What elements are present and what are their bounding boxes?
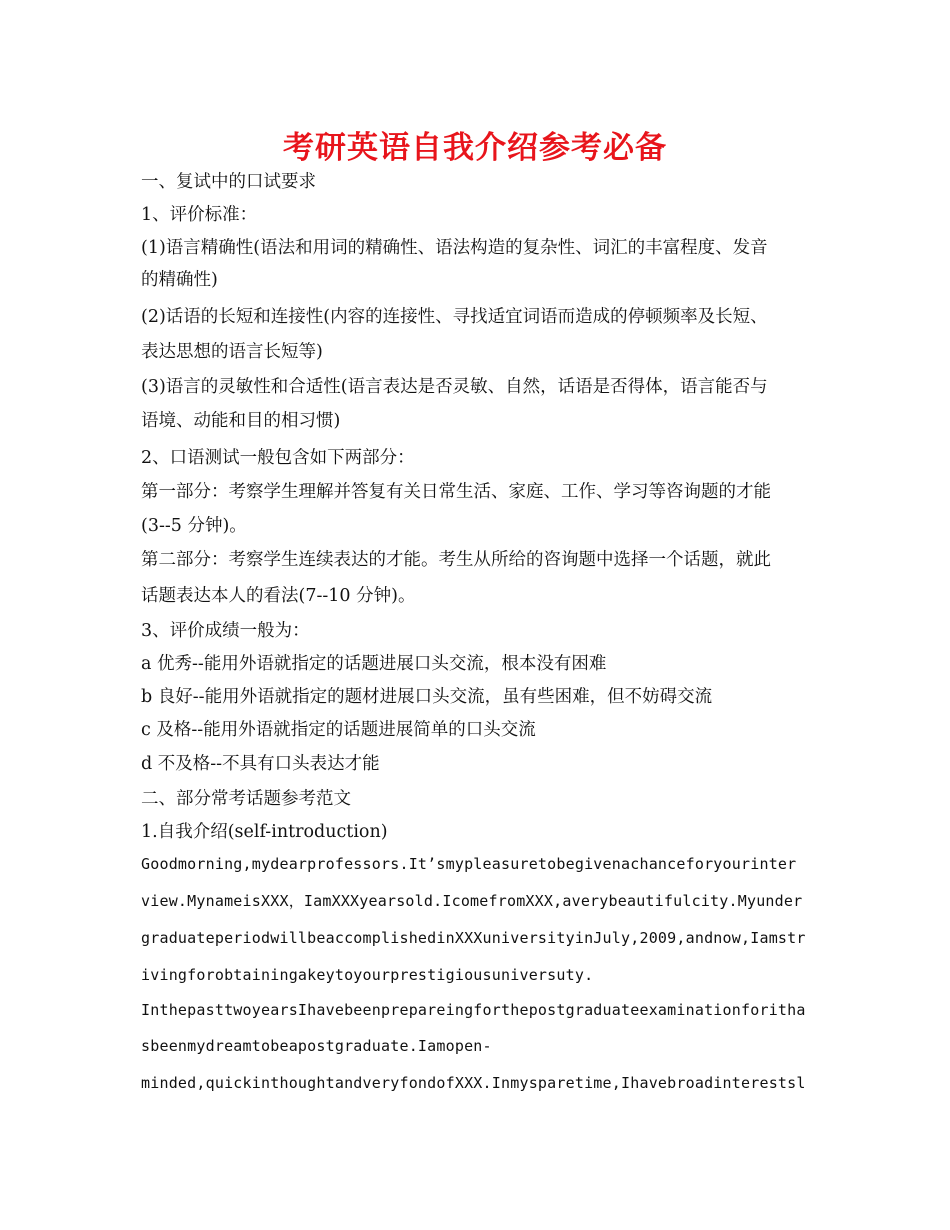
english-text-line: Goodmorning,mydearprofessors.It’smypleasuretobegivenachanceforyourinter: [141, 855, 797, 873]
paragraph-line: 第一部分：考察学生理解并答复有关日常生活、家庭、工作、学习等咨询题的才能: [141, 482, 771, 502]
english-text-line: minded,quickinthoughtandveryfondofXXX.Inmysparetime,Ihavebroadinterestsl: [141, 1074, 806, 1092]
english-text-line: ivingforobtainingakeytoyourprestigiousuniversuty.: [141, 966, 594, 984]
english-text-line: graduateperiodwillbeaccomplishedinXXXuniversityinJuly,2009,andnow,Iamstr: [141, 929, 806, 947]
paragraph-line: (3--5 分钟)。: [141, 516, 247, 536]
paragraph-line: 的精确性): [141, 270, 218, 290]
paragraph-line: 表达思想的语言长短等): [141, 342, 323, 362]
section-heading: 二、部分常考话题参考范文: [141, 789, 351, 809]
subsection-heading: 1.自我介绍(self-introduction): [141, 822, 388, 842]
subsection-heading: 2、口语测试一般包含如下两部分：: [141, 448, 415, 468]
subsection-heading: 1、评价标准：: [141, 205, 258, 225]
english-text-line: sbeenmydreamtobeapostgraduate.Iamopen-: [141, 1037, 492, 1055]
paragraph-line: 第二部分：考察学生连续表达的才能。考生从所给的咨询题中选择一个话题，就此: [141, 550, 771, 570]
document-title: 考研英语自我介绍参考必备: [283, 130, 667, 166]
list-item: b 良好--能用外语就指定的题材进展口头交流，虽有些困难，但不妨碍交流: [141, 687, 713, 707]
section-heading: 一、复试中的口试要求: [141, 172, 316, 192]
subsection-heading: 3、评价成绩一般为：: [141, 621, 310, 641]
list-item: c 及格--能用外语就指定的话题进展简单的口头交流: [141, 720, 536, 740]
list-item: a 优秀--能用外语就指定的话题进展口头交流，根本没有困难: [141, 654, 607, 674]
paragraph-line: 话题表达本人的看法(7--10 分钟)。: [141, 586, 416, 606]
list-item: d 不及格--不具有口头表达才能: [141, 754, 380, 774]
paragraph-line: (3)语言的灵敏性和合适性(语言表达是否灵敏、自然，话语是否得体，语言能否与: [141, 377, 768, 397]
english-text-line: view.MynameisXXX，IamXXXyearsold.IcomefromXXX,averybeautifulcity.Myunder: [141, 892, 803, 910]
paragraph-line: (2)话语的长短和连接性(内容的连接性、寻找适宜词语而造成的停顿频率及长短、: [141, 307, 768, 327]
english-text-line: InthepasttwoyearsIhavebeenprepareingforthepostgraduateexaminationforitha: [141, 1001, 806, 1019]
paragraph-line: 语境、动能和目的相习惯): [141, 411, 341, 431]
paragraph-line: (1)语言精确性(语法和用词的精确性、语法构造的复杂性、词汇的丰富程度、发音: [141, 238, 768, 258]
